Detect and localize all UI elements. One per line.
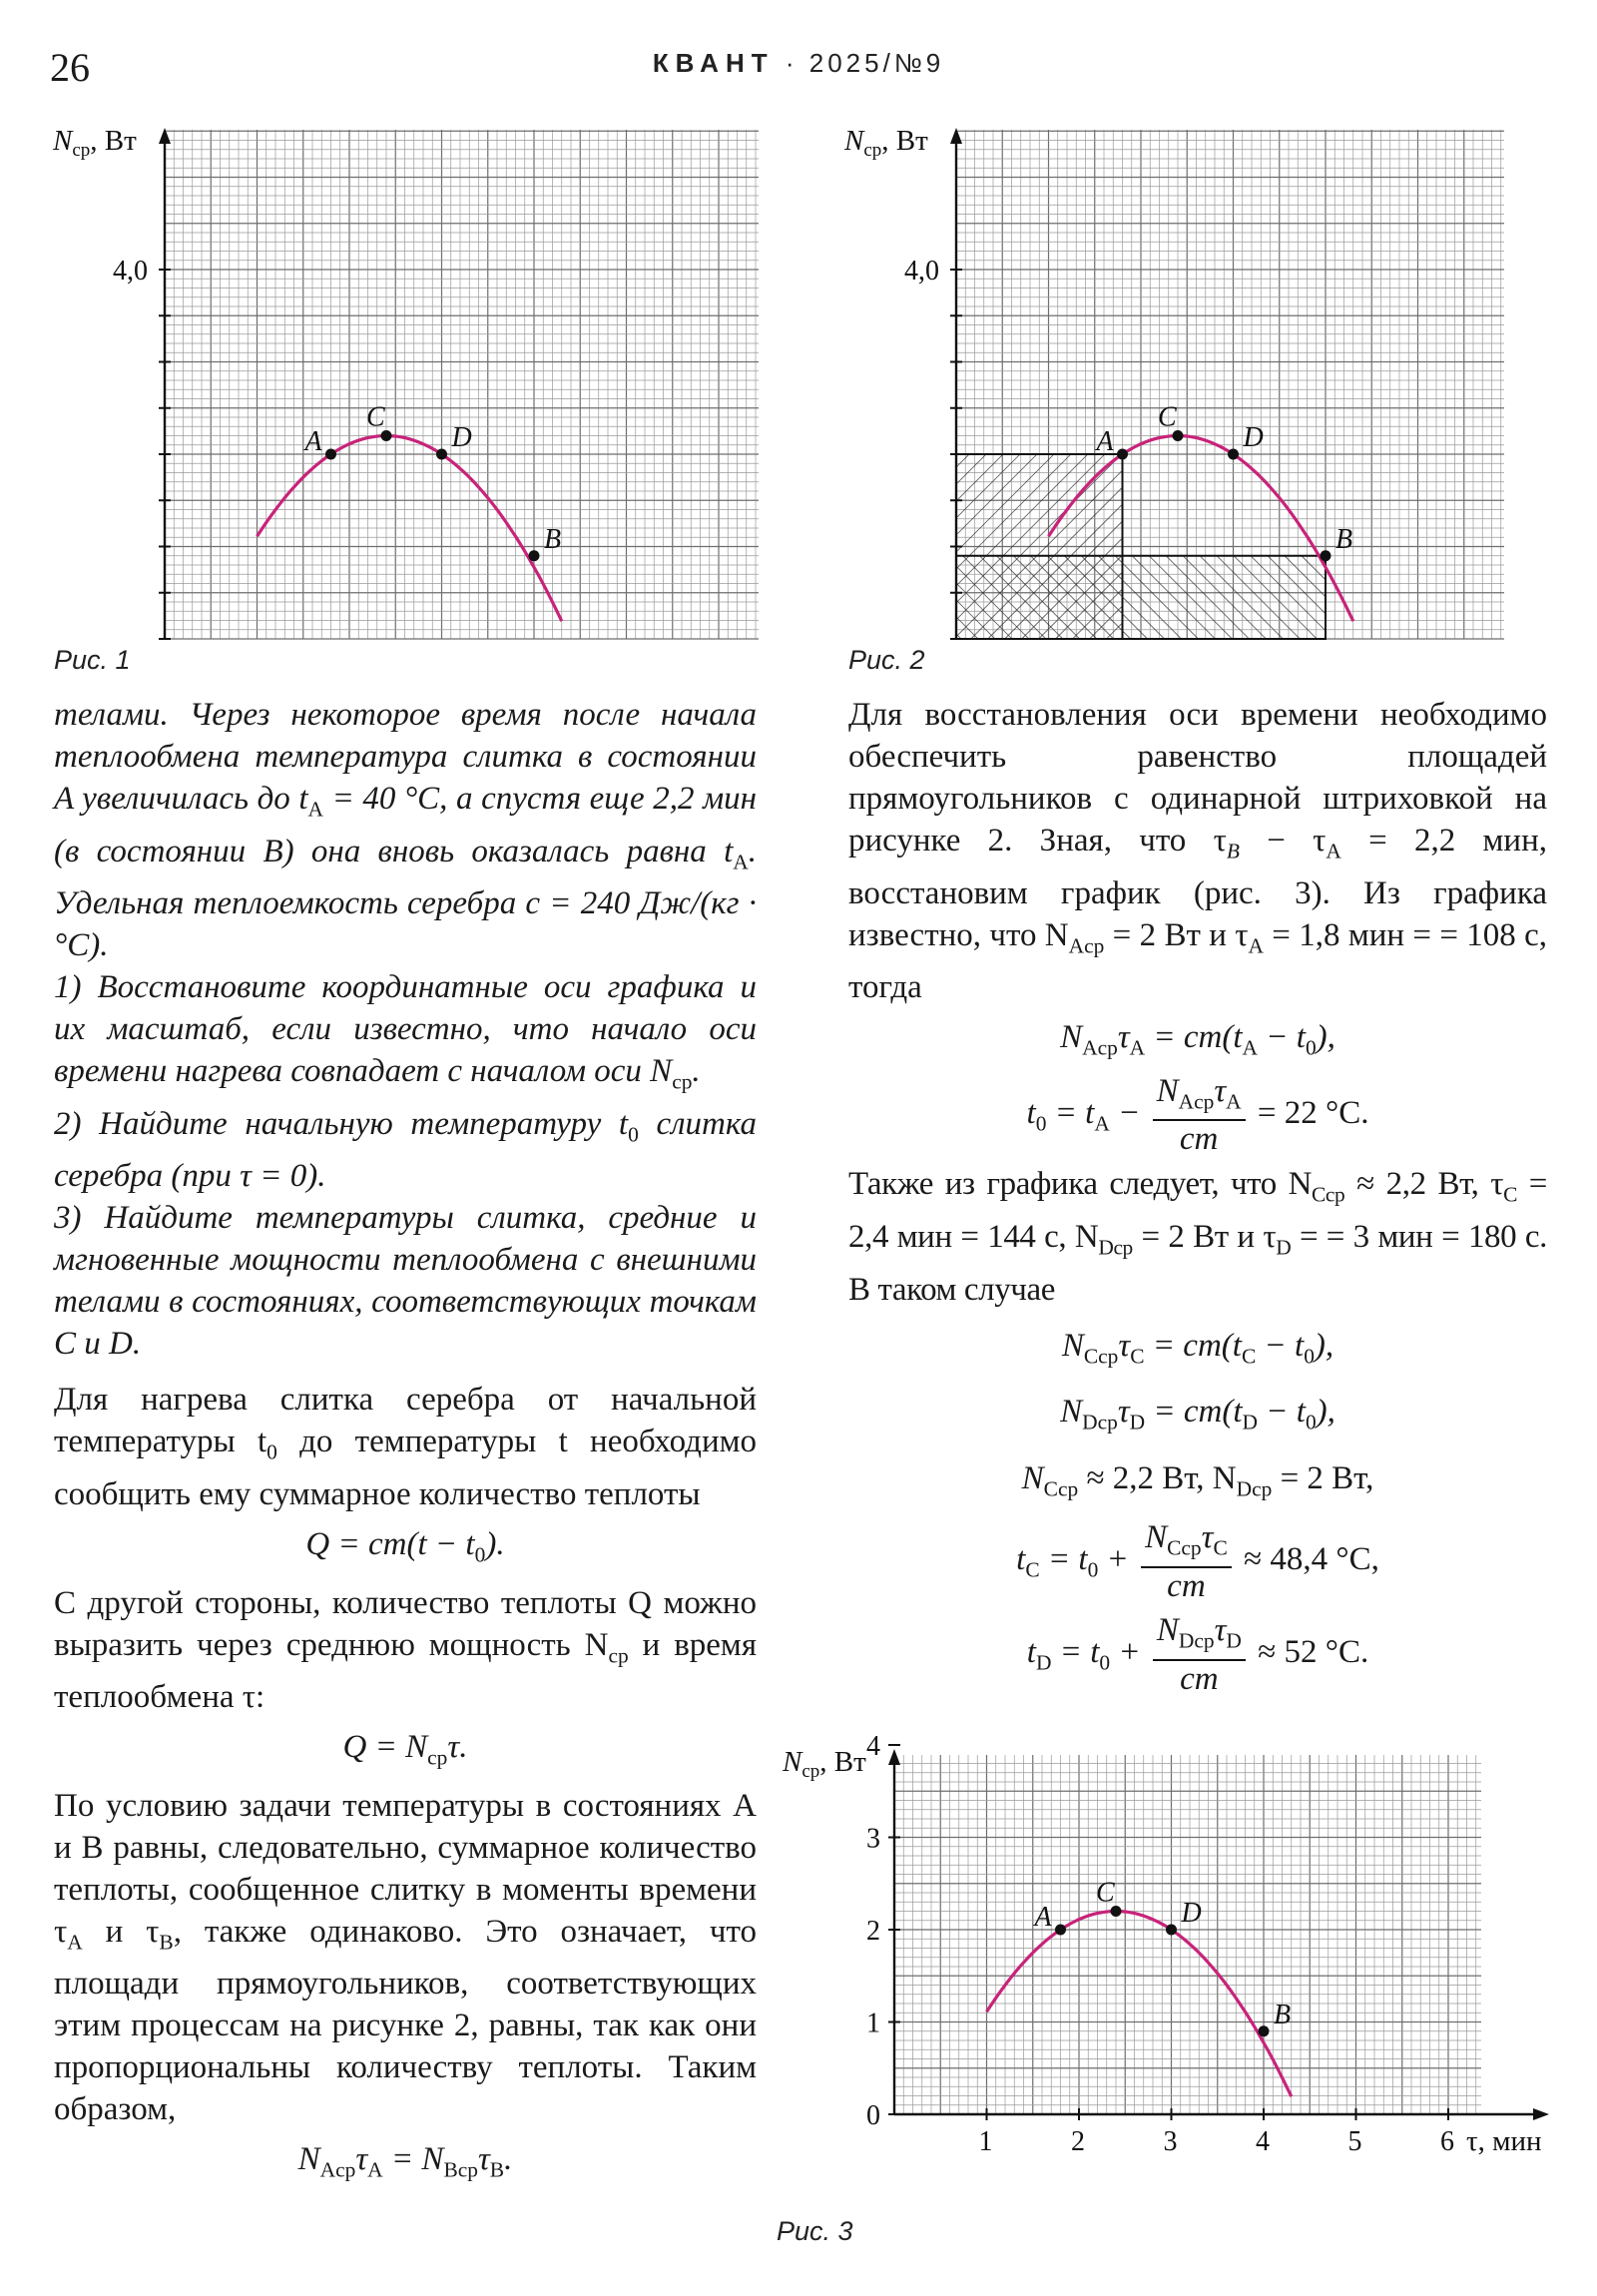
journal-title: КВАНТ [652,48,775,78]
fig3-point-a [1055,1925,1066,1936]
fig3-y-tick-label: 1 [866,2008,880,2039]
equation-5: $t_0 = t_A$ − $\frac{N_{Aср}\tau_A}{cm}$ = 22 °C. [1026,1072,1369,1158]
equation-q-n: $Q = N_{ср}\tau$. [342,1729,468,1770]
equation-q-cm: $Q = cm(t - t_0)$. [305,1525,505,1567]
right-paragraph-2: Также из графика следует, что $N_{Cср} \approx 2,2$ Вт, $\tau_C = 2,4$ мин = 144 с, $N_{Dср} = 2$ Вт и $\tau_D$ = = 3 мин = 180 с. В таком случае [848,1166,1547,1308]
left-column [54,694,757,2191]
equation-4: $N_{Aср}\tau_A = cm(t_A - t_0)$, [1060,1019,1335,1060]
right-column [848,694,1547,1697]
equation-areas: $N_{Aср}\tau_A = N_{Bср}\tau_B$. [297,2141,513,2182]
fig3-label-c: C [1096,1877,1115,1909]
solution-paragraph-3: По условию задачи температуры в состояниях A и B равны, следовательно, суммарное количество теплоты, сообщенное слитку в моменты времени $\tau_A$ и $\tau_B$, также одинаково. Это означает, что площади прямоугольников, соответствующих этим процессам на рисунке 2, равны, так как они пропорциональны количеству теплоты. Таким образом, [54,1787,757,2128]
figure-1-caption: Рис. 1 [54,645,131,675]
fig3-x-tick-label: 2 [1071,2126,1085,2157]
fig3-y-tick-label: 3 [866,1823,880,1855]
fig2-label-b: B [1335,523,1353,555]
fig1-y-tick-label: 4,0 [113,256,148,287]
fig1-label-a: A [304,426,322,457]
figure-3-caption: Рис. 3 [777,2216,853,2246]
equation-7: $N_{Dср}\tau_D = cm(t_D - t_0)$, [1060,1394,1335,1435]
fig3-y-tick-label: 4 [866,1731,880,1762]
fig2-y-label: $N_{ср}$, Вт [844,125,928,161]
fig1-label-d: D [451,422,472,453]
fig2-label-a: A [1096,426,1114,457]
fig3-x-tick-label: 5 [1347,2126,1362,2157]
solution-paragraph-2: С другой стороны, количество теплоты Q можно выразить через среднюю мощность $N_{ср}$ и время теплообмена τ: [54,1584,757,1716]
fig3-y-label: $N_{ср}$, Вт [783,1746,866,1782]
equation-9: $t_C = t_0$ + $\frac{N_{Cср}\tau_C}{cm}$ ≈ 48,4 °C, [1016,1519,1379,1604]
fig1-y-label: $N_{ср}$, Вт [53,125,137,161]
header-separator: · [785,48,798,78]
fig3-x-tick-label: 1 [978,2126,993,2157]
equation-10: $t_D = t_0$ + $\frac{N_{Dср}\tau_D}{cm}$ ≈ 52 °C. [1026,1611,1369,1697]
fig3-y-axis-arrow [888,1749,900,1765]
page-number: 26 [50,45,90,90]
question-1: 1) Восстановите координатные оси графика и их масштаб, если известно, что начало оси времени нагрева совпадает с началом оси $N_{ср}$. [54,969,757,1094]
fig3-y-tick-label: 2 [866,1916,880,1947]
problem-statement: телами. Через некоторое время после начала теплообмена температура слитка в состоянии A увеличилась до $t_A = 40$ °C, а спустя еще 2,2 мин (в состоянии B) она вновь оказалась равна $t_A$. Удельная теплоемкость серебра c = 240 Дж/(кг · °C). [54,697,757,964]
fig3-x-tick-label: 3 [1163,2126,1178,2157]
fraction-td: $\frac{N_{Dср}\tau_D}{cm}$ [1153,1612,1246,1697]
fig3-x-axis-arrow [1533,2108,1549,2120]
fraction-t0: $\frac{N_{Aср}\tau_A}{cm}$ [1153,1073,1246,1158]
issue-number: 2025/№9 [808,48,945,78]
fig1-label-b: B [544,523,562,555]
fig3-label-a: A [1034,1902,1052,1933]
figure-2-caption: Рис. 2 [848,645,925,675]
equation-6: $N_{Cср}\tau_C = cm(t_C - t_0)$, [1061,1327,1334,1369]
fig3-y-tick-label: 0 [866,2100,880,2131]
fig3-label-d: D [1181,1898,1202,1929]
fig3-point-d [1166,1925,1177,1936]
fraction-tc: $\frac{N_{Cср}\tau_C}{cm}$ [1141,1519,1232,1604]
fig3-x-label: τ, мин [1466,2125,1542,2157]
equation-8: $N_{Cср} \approx 2,2$ Вт, $N_{Dср} = 2$ Вт, [1021,1459,1374,1501]
question-3: 3) Найдите температуры слитка, средние и мгновенные мощности теплообмена с внешними телами в состояниях, соответствующих точкам C и D. [54,1200,757,1363]
fig3-point-b [1259,2025,1270,2036]
question-2: 2) Найдите начальную температуру $t_0$ слитка серебра (при τ = 0). [54,1105,757,1195]
solution-paragraph-1: Для нагрева слитка серебра от начальной температуры $t_0$ до температуры t необходимо сообщить ему суммарное количество теплоты [54,1382,757,1512]
fig2-label-d: D [1243,422,1264,453]
fig3-x-tick-label: 6 [1440,2126,1454,2157]
fig3-x-tick-label: 4 [1256,2126,1270,2157]
fig3-label-b: B [1274,1999,1292,2030]
right-paragraph-1: Для восстановления оси времени необходимо обеспечить равенство площадей прямоугольников с одинарной штриховкой на рисунке 2. Зная, что $\tau_B - \tau_A = 2,2$ мин, восстановим график (рис. 3). Из графика известно, что $N_{Aср} = 2$ Вт и $\tau_A = 1,8$ мин = = 108 с, тогда [848,697,1547,1006]
fig2-label-c: C [1158,401,1177,433]
fig2-y-tick-label: 4,0 [904,256,939,287]
fig1-label-c: C [366,401,385,433]
